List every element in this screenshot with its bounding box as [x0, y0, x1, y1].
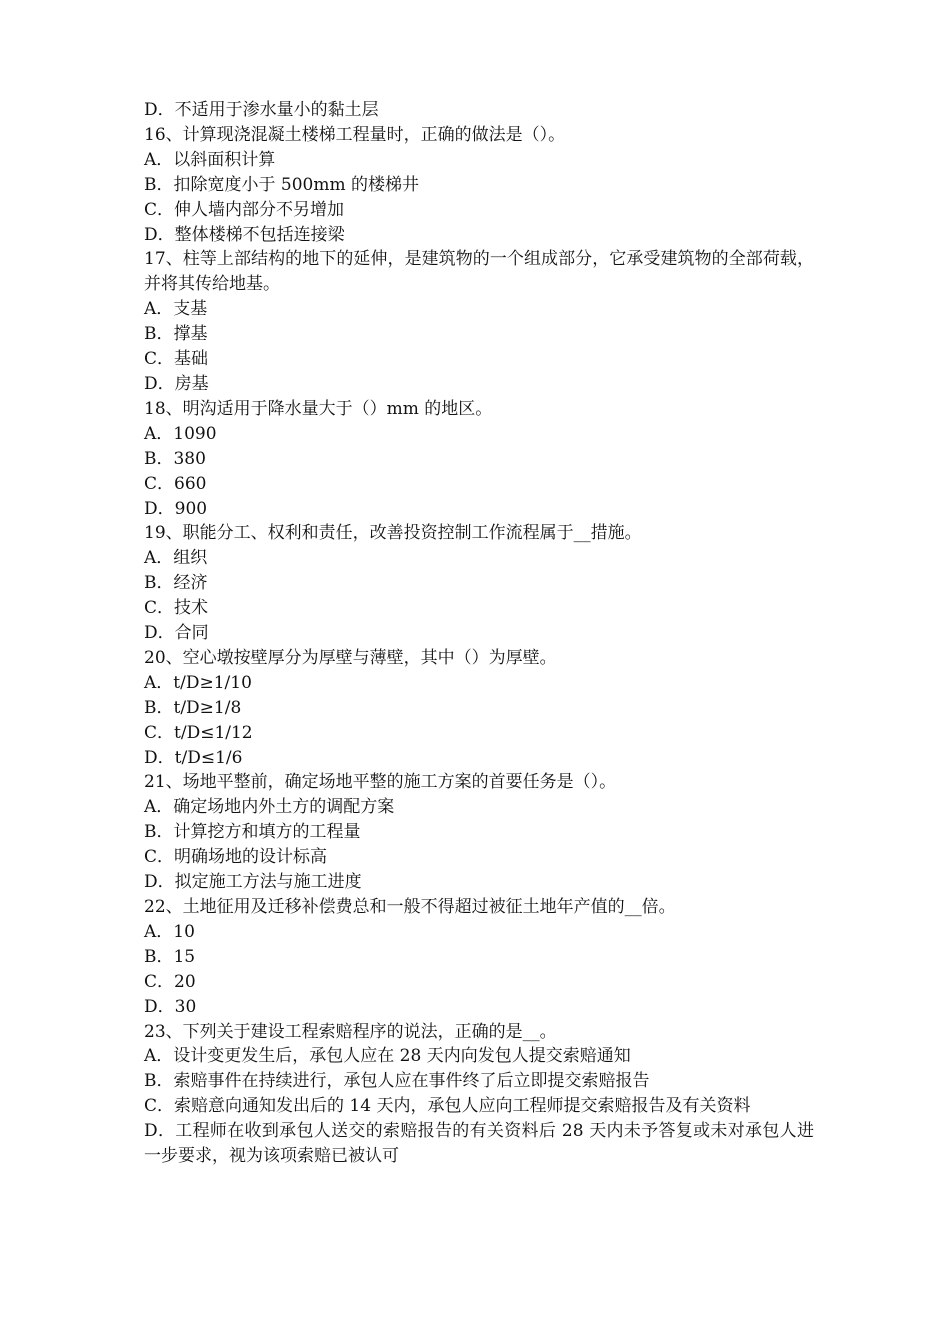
text-line: A．10	[144, 921, 195, 942]
text-line: D．t/D≤1/6	[144, 747, 243, 768]
text-line: A．设计变更发生后，承包人应在 28 天内向发包人提交索赔通知	[144, 1046, 631, 1067]
text-line: C．基础	[144, 349, 209, 370]
text-line: B．经济	[144, 573, 208, 594]
text-line: A．组织	[144, 548, 208, 569]
text-line: B．380	[144, 448, 206, 469]
text-line: D．30	[144, 996, 197, 1017]
text-line: D．不适用于渗水量小的黏土层	[144, 100, 379, 120]
text-line: B．15	[144, 946, 196, 967]
text-line: 21、场地平整前，确定场地平整的施工方案的首要任务是（）。	[144, 772, 617, 793]
text-line: 19、职能分工、权利和责任，改善投资控制工作流程属于__措施。	[144, 523, 642, 544]
text-line: 16、计算现浇混凝土楼梯工程量时，正确的做法是（）。	[144, 124, 566, 145]
text-line: A．以斜面积计算	[144, 149, 276, 170]
text-line: B．t/D≥1/8	[144, 697, 242, 718]
text-line: B．索赔事件在持续进行，承包人应在事件终了后立即提交索赔报告	[144, 1071, 650, 1092]
text-line: B．计算挖方和填方的工程量	[144, 822, 361, 843]
text-line: B．撑基	[144, 324, 208, 345]
text-line: 22、土地征用及迁移补偿费总和一般不得超过被征土地年产值的__倍。	[144, 897, 676, 917]
text-line: 18、明沟适用于降水量大于（）mm 的地区。	[144, 398, 493, 419]
text-line: D．拟定施工方法与施工进度	[144, 872, 362, 893]
text-line: A．确定场地内外土方的调配方案	[144, 797, 395, 818]
text-line: D．工程师在收到承包人送交的索赔报告的有关资料后 28 天内未予答复或未对承包人进一步要求，视为该项索赔已被认可	[144, 1121, 814, 1167]
text-line: A．支基	[144, 299, 208, 320]
text-line: A．1090	[144, 423, 217, 444]
text-line: C．技术	[144, 598, 209, 619]
text-line: C．索赔意向通知发出后的 14 天内，承包人应向工程师提交索赔报告及有关资料	[144, 1096, 751, 1117]
text-line: D．房基	[144, 373, 209, 394]
text-line: A．t/D≥1/10	[144, 672, 252, 693]
text-line: C．伸人墙内部分不另增加	[144, 199, 345, 220]
document-page	[144, 98, 814, 1169]
text-line: D．整体楼梯不包括连接梁	[144, 224, 345, 245]
text-line: C．t/D≤1/12	[144, 722, 253, 743]
text-line: 17、柱等上部结构的地下的延伸，是建筑物的一个组成部分，它承受建筑物的全部荷载，并将其传给地基。	[144, 249, 814, 295]
text-line: C．660	[144, 473, 207, 494]
text-line: C．明确场地的设计标高	[144, 847, 328, 868]
text-line: D．合同	[144, 623, 209, 644]
text-line: 23、下列关于建设工程索赔程序的说法，正确的是__。	[144, 1021, 557, 1042]
text-line: 20、空心墩按壁厚分为厚壁与薄壁，其中（）为厚壁。	[144, 647, 557, 668]
text-line: C．20	[144, 971, 196, 992]
text-line: D．900	[144, 498, 208, 519]
text-line: B．扣除宽度小于 500mm 的楼梯井	[144, 174, 419, 195]
